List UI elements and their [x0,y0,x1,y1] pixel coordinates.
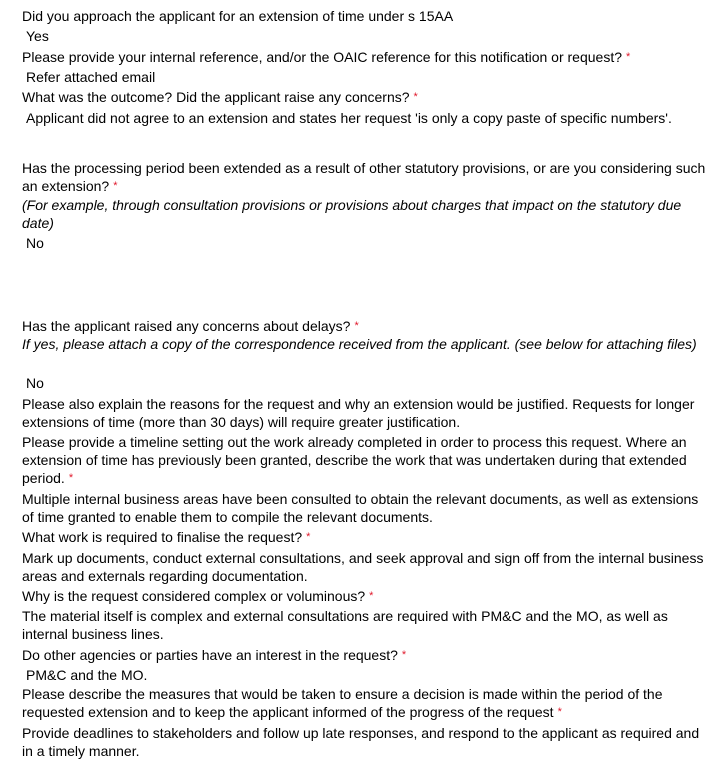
question-label: Please provide a timeline setting out the work already completed in order to process this request. Where an extension of time has previously been granted, describe the work that was undertaken during that extended period. * [22,434,687,486]
answer-text: PM&C and the MO. [26,667,148,683]
answer-text: Provide deadlines to stakeholders and follow up late responses, and respond to the applicant as required and in a timely manner. [22,725,700,759]
question-label: What was the outcome? Did the applicant raise any concerns? * [22,89,418,105]
question-label: Did you approach the applicant for an extension of time under s 15AA [22,8,454,24]
required-asterisk: * [354,320,359,332]
answer-text: No [26,235,44,251]
question-label: Please describe the measures that would be taken to ensure a decision is made within the period of the requested extension and to keep the applicant informed of the progress of the request * [22,686,663,720]
question-label: Why is the request considered complex or voluminous? * [22,588,374,604]
answer-text: Refer attached email [26,69,156,85]
question-label: Please also explain the reasons for the request and why an extension would be justified. Requests for longer extensions of time (more than 30 days) will require greater justification. [22,396,695,430]
question-label: Do other agencies or parties have an interest in the request? * [22,647,407,663]
question-note: (For example, through consultation provisions or provisions about charges that impact on the statutory due date) [22,197,682,231]
question-label: What work is required to finalise the request? * [22,529,311,545]
answer-text: Multiple internal business areas have been consulted to obtain the relevant documents, as well as extensions of time granted to enable them to compile the relevant documents. [22,491,699,525]
required-asterisk: * [413,91,418,103]
answer-text: Applicant did not agree to an extension and states her request 'is only a copy paste of specific numbers'. [26,110,672,126]
answer-text: Yes [26,28,49,44]
question-note: If yes, please attach a copy of the correspondence received from the applicant. (see below for attaching files) [22,336,697,352]
required-asterisk: * [369,590,374,602]
required-asterisk: * [306,531,311,543]
question-label: Has the applicant raised any concerns about delays? * [22,318,359,334]
answer-text: The material itself is complex and external consultations are required with PM&C and the MO, as well as internal business lines. [22,608,668,642]
answer-text: Mark up documents, conduct external consultations, and seek approval and sign off from the internal business areas and externals regarding documentation. [22,550,704,584]
required-asterisk: * [68,472,74,484]
question-label: Please provide your internal reference, and/or the OAIC reference for this notification or request? * [22,49,631,65]
required-asterisk: * [113,180,118,192]
question-label: Has the processing period been extended as a result of other statutory provisions, or are you considering such an extension? * [22,160,706,194]
required-asterisk: * [557,706,562,718]
required-asterisk: * [401,649,407,661]
answer-text: No [26,375,44,391]
required-asterisk: * [626,51,631,63]
